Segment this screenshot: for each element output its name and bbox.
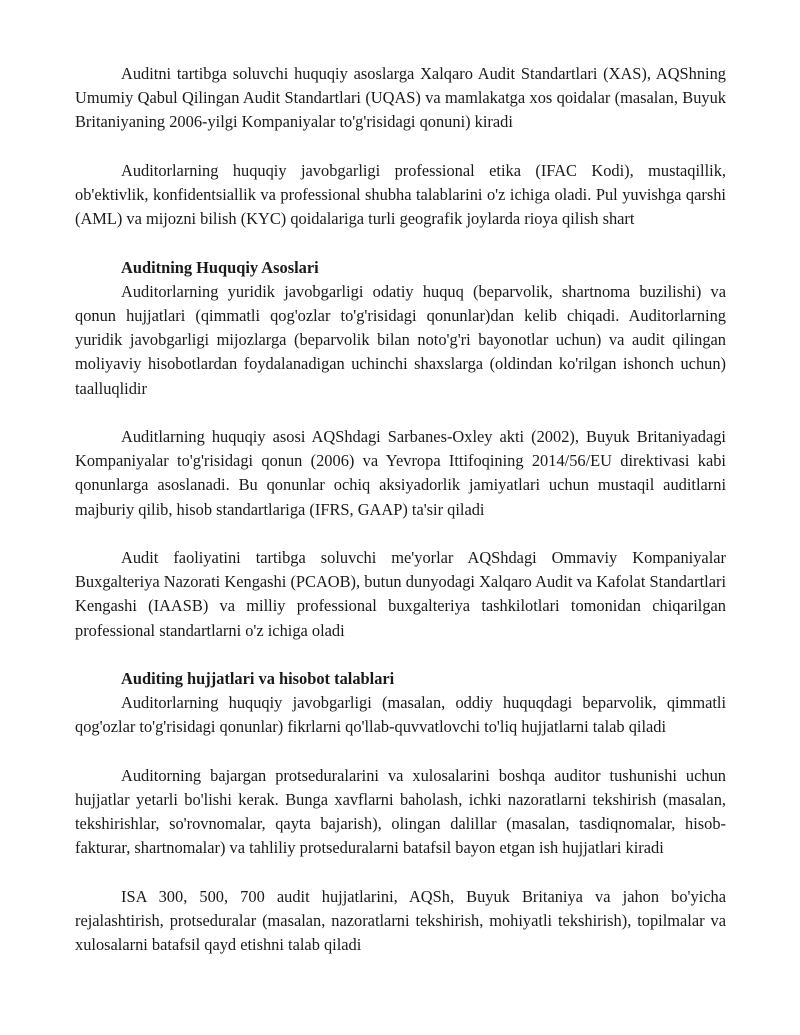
paragraph-working-papers: Auditorning bajargan protseduralarini va xulosalarini boshqa auditor tushunishi uchun hujjatlar yetarli bo'lishi kerak. Bunga xavflarni baholash, ichki nazoratlarni tekshirish (masalan, tekshirishlar, so'rovnomalar, qayta bajarish), olingan dalillar (masalan, tasdiqnomalar, hisob-fakturar, shartnomalar) va tahliliy protseduralarni batafsil bayon etgan ish hujjatlari kiradi [75,765,726,858]
paragraph-documentation-liability: Auditorlarning huquqiy javobgarligi (masalan, oddiy huquqdagi beparvolik, qimmatli qog'ozlar to'g'risidagi qonunlar) fikrlarni qo'llab-quvvatlovchi to'liq hujjatlarni talab qiladi [75,693,726,737]
paragraph-legal-liability: Auditorlarning yuridik javobgarligi odatiy huquq (beparvolik, shartnoma buzilishi) va qonun hujjatlari (qimmatli qog'ozlar to'g'risidagi qonunlar)dan kelib chiqadi. Auditorlarning yuridik javobgarligi mijozlarga (beparvolik bilan noto'g'ri bayonotlar uchun) va audit qilingan moliyaviy hisobotlardan foydalanadigan uchinchi shaxslarga (oldindan ko'rilgan ishonch uchun) taalluqlidir [75,281,726,398]
document-page [75,62,726,982]
paragraph-auditor-responsibility: Auditorlarning huquqiy javobgarligi professional etika (IFAC Kodi), mustaqillik, ob'ektivlik, konfidentsiallik va professional shubha talablarini o'z ichiga oladi. Pul yuvishga qarshi (AML) va mijozni bilish (KYC) qoidalariga turli geografik joylarda rioya qilish shart [75,160,726,229]
paragraph-legal-basis-laws: Auditlarning huquqiy asosi AQShdagi Sarbanes-Oxley akti (2002), Buyuk Britaniyadagi Kompaniyalar to'g'risidagi qonun (2006) va Yevropa Ittifoqining 2014/56/EU direktivasi kabi qonunlarga asoslanadi. Bu qonunlar ochiq aksiyadorlik jamiyatlari uchun mustaqil auditlarni majburiy qilib, hisob standartlariga (IFRS, GAAP) ta'sir qiladi [75,427,726,519]
paragraph-regulatory-standards: Audit faoliyatini tartibga soluvchi me'yorlar AQShdagi Ommaviy Kompaniyalar Buxgalteriya Nazorati Kengashi (PCAOB), butun dunyodagi Xalqaro Audit va Kafolat Standartlari Kengashi (IAASB) va milliy professional buxgalteriya tashkilotlari tomonidan chiqarilgan professional standartlarni o'z ichiga oladi [75,548,726,640]
paragraph-legal-frameworks: Auditni tartibga soluvchi huquqiy asoslarga Xalqaro Audit Standartlari (XAS), AQShning Umumiy Qabul Qilingan Audit Standartlari (UQAS) va mamlakatga xos qoidalar (masalan, Buyuk Britaniyaning 2006-yilgi Kompaniyalar to'g'risidagi qonuni) kiradi [75,64,726,132]
section-heading-documentation: Auditing hujjatlari va hisobot talablari [121,669,395,688]
paragraph-isa-standards: ISA 300, 500, 700 audit hujjatlarini, AQSh, Buyuk Britaniya va jahon bo'yicha rejalashtirish, protseduralar (masalan, nazoratlarni tekshirish, mohiyatli tekshirish), topilmalar va xulosalarni batafsil qayd etishni talab qiladi [75,886,726,955]
section-heading-legal-basis: Auditning Huquqiy Asoslari [121,257,319,277]
